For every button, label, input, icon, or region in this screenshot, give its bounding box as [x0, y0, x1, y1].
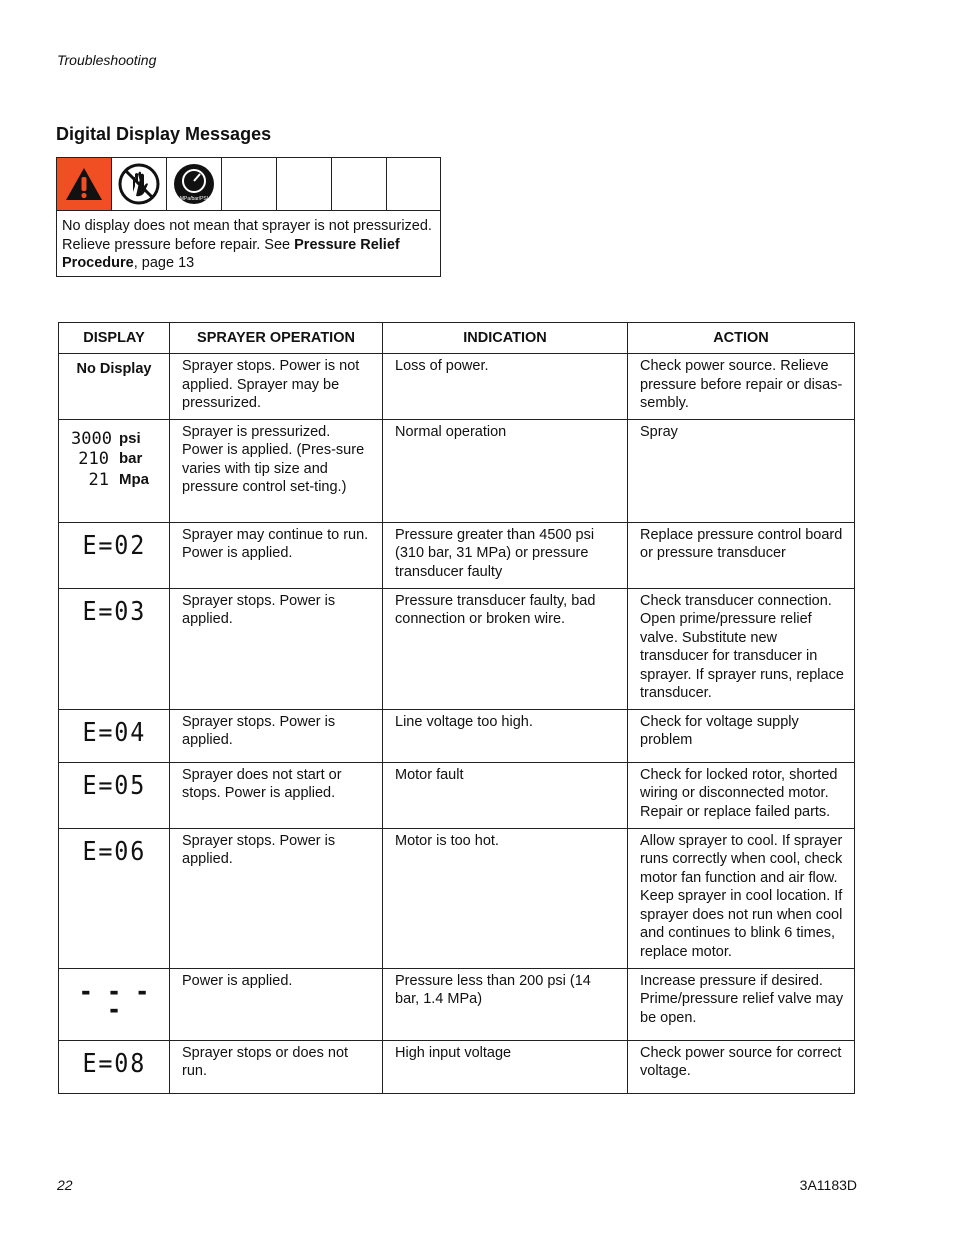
display-cell	[59, 522, 170, 588]
warning-text	[57, 211, 440, 279]
error-code: E=03	[82, 596, 146, 627]
warning-box	[56, 157, 441, 277]
header-indication: INDICATION	[383, 323, 628, 354]
empty-icon-cell	[222, 158, 277, 210]
indication-cell: Pressure greater than 4500 psi (310 bar, 31 MPa) or pressure transducer faulty	[383, 522, 628, 588]
action-cell: Check for locked rotor, shorted wiring or disconnected motor. Repair or replace failed parts.	[628, 762, 855, 828]
header-action: ACTION	[628, 323, 855, 354]
action-cell: Allow sprayer to cool. If sprayer runs correctly when cool, check motor fan function and air flow. Keep sprayer in cool location. If sprayer does not run when cool and continues to blink 6 times, replace motor.	[628, 828, 855, 968]
running-head: Troubleshooting	[57, 52, 157, 68]
action-cell: Check power source. Relieve pressure before repair or disas-sembly.	[628, 354, 855, 420]
low-pressure-dashes: - - - -	[78, 976, 150, 1025]
table-row	[59, 828, 855, 968]
action-cell: Check transducer connection. Open prime/pressure relief valve. Substitute new transducer for transducer in sprayer. If sprayer runs, replace transducer.	[628, 588, 855, 709]
warning-text-prefix: No display does not mean that sprayer is not pressurized. Relieve pressure before repair. See	[62, 218, 432, 253]
action-cell: Spray	[628, 419, 855, 522]
error-code: E=05	[82, 770, 146, 801]
indication-cell: Line voltage too high.	[383, 709, 628, 762]
table-row	[59, 522, 855, 588]
pressure-value-mpa: 21	[88, 469, 109, 490]
operation-cell: Sprayer does not start or stops. Power is applied.	[170, 762, 383, 828]
pressure-value-bar: 210	[78, 449, 109, 469]
unit-psi: psi	[119, 429, 141, 447]
indication-cell: High input voltage	[383, 1040, 628, 1093]
table-row	[59, 968, 855, 1040]
table-row	[59, 709, 855, 762]
indication-cell: Loss of power.	[383, 354, 628, 420]
operation-cell: Sprayer stops. Power is applied.	[170, 828, 383, 968]
table-row	[59, 762, 855, 828]
table-row	[59, 419, 855, 522]
operation-cell: Sprayer stops or does not run.	[170, 1040, 383, 1093]
empty-icon-cell	[387, 158, 440, 210]
operation-cell: Sprayer stops. Power is applied.	[170, 709, 383, 762]
display-cell	[59, 354, 170, 420]
error-code: E=02	[82, 530, 146, 561]
operation-cell: Sprayer is pressurized. Power is applied. (Pres-sure varies with tip size and pressure control set-ting.)	[170, 419, 383, 522]
empty-icon-cell	[332, 158, 387, 210]
table-row	[59, 1040, 855, 1093]
warning-icon-row	[57, 158, 440, 211]
warning-triangle-icon	[57, 158, 112, 210]
action-cell: Check for voltage supply problem	[628, 709, 855, 762]
document-id: 3A1183D	[799, 1177, 857, 1193]
indication-cell: Pressure transducer faulty, bad connection or broken wire.	[383, 588, 628, 709]
error-code: E=04	[82, 717, 146, 748]
display-value: No Display	[76, 361, 152, 377]
pressure-readout	[71, 430, 165, 490]
display-cell	[59, 419, 170, 522]
pressure-value-psi: 3000	[71, 428, 112, 449]
operation-cell: Sprayer stops. Power is not applied. Sprayer may be pressurized.	[170, 354, 383, 420]
page-number: 22	[57, 1177, 73, 1193]
indication-cell: Pressure less than 200 psi (14 bar, 1.4 MPa)	[383, 968, 628, 1040]
table-row	[59, 354, 855, 420]
error-code: E=06	[82, 836, 146, 867]
header-operation: SPRAYER OPERATION	[170, 323, 383, 354]
pressure-relief-link: Pressure Relief Procedure	[62, 236, 400, 271]
display-messages-table	[58, 322, 855, 1094]
unit-bar: bar	[119, 450, 143, 467]
display-cell	[59, 762, 170, 828]
error-code: E=08	[82, 1048, 146, 1079]
display-cell	[59, 709, 170, 762]
warning-text-suffix: , page 13	[133, 255, 195, 271]
action-cell: Replace pressure control board or pressure transducer	[628, 522, 855, 588]
indication-cell: Motor fault	[383, 762, 628, 828]
empty-icon-cell	[277, 158, 332, 210]
display-cell	[59, 968, 170, 1040]
display-cell	[59, 828, 170, 968]
pressure-gauge-icon	[167, 158, 222, 210]
table-row	[59, 588, 855, 709]
indication-cell: Motor is too hot.	[383, 828, 628, 968]
operation-cell: Power is applied.	[170, 968, 383, 1040]
gauge-label: MPa/bar/PSI	[179, 196, 209, 202]
action-cell: Check power source for correct voltage.	[628, 1040, 855, 1093]
display-cell	[59, 1040, 170, 1093]
no-hand-icon	[112, 158, 167, 210]
indication-cell: Normal operation	[383, 419, 628, 522]
section-title: Digital Display Messages	[56, 124, 272, 144]
operation-cell: Sprayer may continue to run. Power is applied.	[170, 522, 383, 588]
action-cell: Increase pressure if desired. Prime/pressure relief valve may be open.	[628, 968, 855, 1040]
unit-mpa: Mpa	[119, 470, 149, 488]
display-cell	[59, 588, 170, 709]
table-header-row	[59, 323, 855, 354]
operation-cell: Sprayer stops. Power is applied.	[170, 588, 383, 709]
header-display: DISPLAY	[59, 323, 170, 354]
